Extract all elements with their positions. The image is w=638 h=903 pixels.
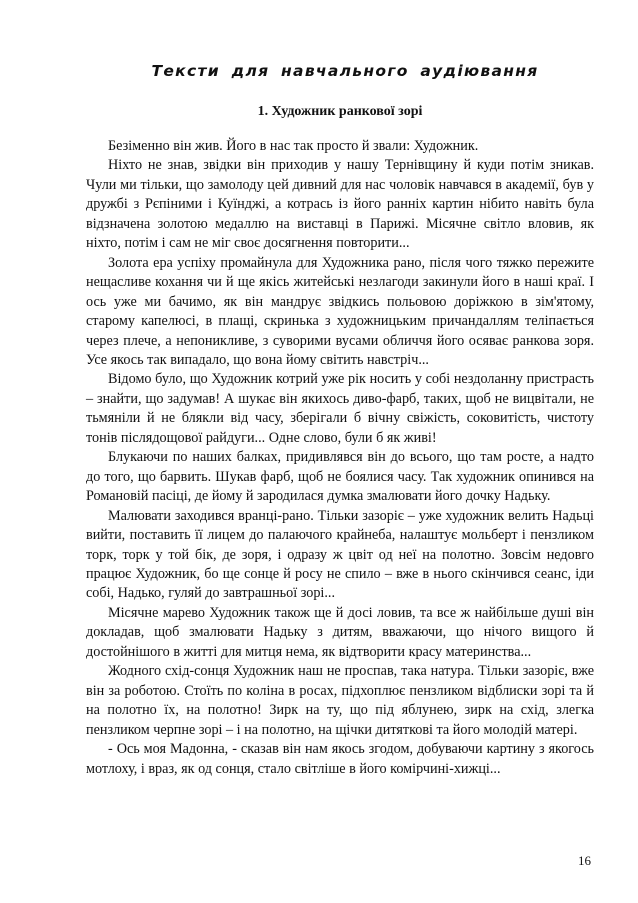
- paragraph: Відомо було, що Художник котрий уже рік носить у собі нездоланну пристрасть – знайти, що задумав! А шукає він якихось диво-фарб, таких, щоб не вицвітали, не тьмяніли й не блякли від часу, зберігали б вічну свіжість, соковитість, чистоту тонів післядощової райдуги... Одне слово, були б як живі!: [86, 371, 594, 446]
- paragraph: Ніхто не знав, звідки він приходив у нашу Тернівщину й куди потім зникав. Чули ми тільки, що замолоду цей дивний для нас чоловік навчався в академії, був у дружбі з Рєпіними і Куїнджі, а котрась із його ранніх картин нібито навіть була відзначена золотою медаллю на виставці в Парижі. Місячне світло вловив, як ніхто, потім і сам не міг своє досягнення повторити...: [86, 157, 594, 252]
- paragraph: Золота ера успіху промайнула для Художника рано, після чого тяжко пережите нещасливе кохання чи й ще якісь житейські незлагоди закинули його в наші краї. І ось уже ми бачимо, як він мандрує звідкись польовою доріжкою в зім'ятому, старому капелюсі, в плащі, скринька з художницьким причандаллям теліпається через плече, а непоникливе, з суворими вусами обличчя його осяває ранкова зоря. Усе якось так випадало, що вона йому світить навстріч...: [86, 254, 594, 368]
- paragraph: Безіменно він жив. Його в нас так просто й звали: Художник.: [108, 138, 479, 154]
- section-title: 1. Художник ранкової зорі: [257, 104, 423, 119]
- paragraph: Малювати заходився вранці-рано. Тільки зазоріє – уже художник велить Надьці вийти, поставить її лицем до палаючого крайнеба, налаштує мольберт і пензликом торк, торк у той бік, де зоря, і одразу ж цвіт од неї на полотно. Зовсім недовго працює Художник, бо ще сонце й росу не спило – вже в нього скінчився сеанс, іди собі, Надько, гуляй до завтрашньої зорі...: [86, 507, 594, 602]
- page-number: 16: [578, 853, 591, 868]
- document-heading: Тексти для навчального аудіювання: [151, 62, 539, 80]
- document-body: [86, 137, 594, 779]
- paragraph: - Ось моя Мадонна, - сказав він нам якось згодом, добуваючи картину з якогось мотлоху, і враз, як од сонця, стало світліше в його комірчині-хижці...: [86, 741, 594, 777]
- paragraph: Місячне марево Художник також ще й досі ловив, та все ж найбільше душі він докладав, щоб змалювати Надьку з дитям, вважаючи, що нічого вищого й достойнішого в житті для митця нема, як відтворити красу материнства...: [86, 604, 594, 660]
- paragraph: Блукаючи по наших балках, придивлявся він до всього, що там росте, а надто до того, що барвить. Шукав фарб, щоб не боялися часу. Так художник опинився на Романовій пасіці, де йому й зародилася думка змалювати його дочку Надьку.: [86, 449, 594, 505]
- paragraph: Жодного схід-сонця Художник наш не проспав, така натура. Тільки зазоріє, вже він за роботою. Стоїть по коліна в росах, підхоплює пензликом відблиски зорі та й на полотно їх, на полотно! Зирк на ту, що під яблунею, зирк на схід, злегка пензликом черпне зорі – і на полотно, на щічки дитяткові та його молодій матері.: [86, 663, 594, 738]
